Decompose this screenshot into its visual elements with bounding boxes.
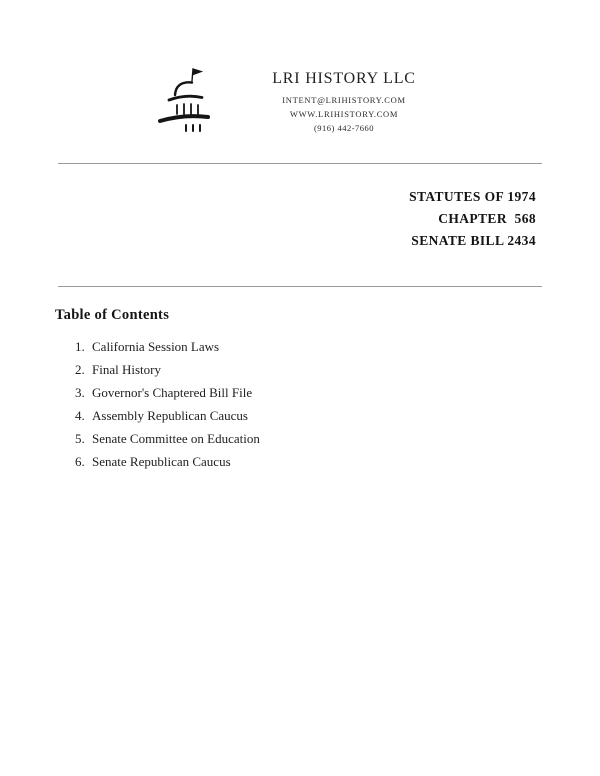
toc-item: 5. Senate Committee on Education — [88, 432, 600, 445]
company-website: WWW.LRIHISTORY.COM — [289, 109, 399, 119]
capitol-logo-icon — [156, 64, 218, 134]
toc-list — [55, 340, 600, 468]
company-phone: (916) 442-7660 — [313, 123, 375, 133]
toc-item: 2. Final History — [88, 363, 600, 376]
toc-item: 4. Assembly Republican Caucus — [88, 409, 600, 422]
letterhead — [0, 0, 600, 137]
statutes-line: STATUTES OF 1974 — [409, 189, 536, 204]
senate-bill-line: SENATE BILL 2434 — [411, 233, 536, 248]
company-info — [244, 62, 444, 137]
toc-item: 3. Governor's Chaptered Bill File — [88, 386, 600, 399]
bill-info — [0, 164, 600, 252]
toc-item: 6. Senate Republican Caucus — [88, 455, 600, 468]
company-email: INTENT@LRIHISTORY.COM — [282, 95, 406, 105]
chapter-line: CHAPTER 568 — [438, 211, 536, 226]
company-name: LRI HISTORY LLC — [272, 70, 416, 87]
toc-title: Table of Contents — [55, 307, 170, 323]
toc-item: 1. California Session Laws — [88, 340, 600, 353]
table-of-contents — [0, 287, 600, 468]
